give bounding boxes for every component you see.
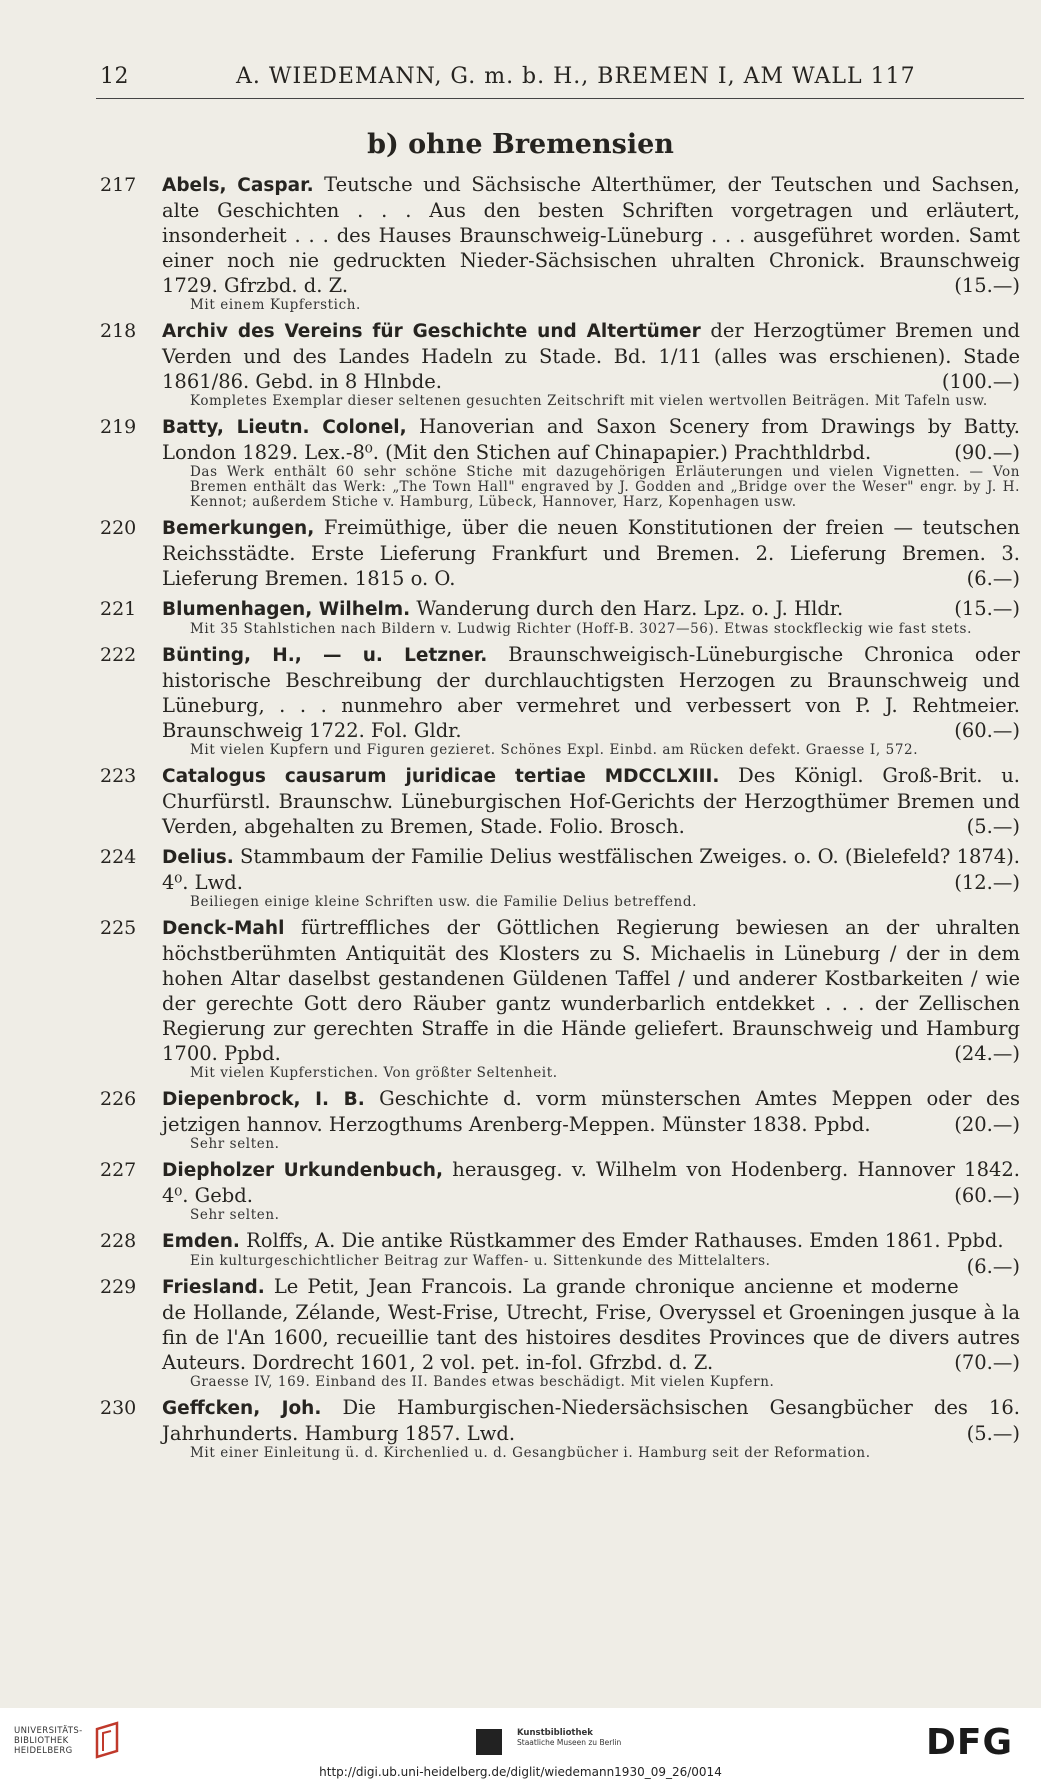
entry-text — [162, 1395, 1020, 1446]
entry-price: (60.—) — [954, 1184, 1020, 1207]
entry-description: Wanderung durch den Harz. Lpz. o. J. Hldr. — [416, 597, 844, 620]
entry-description: Le Petit, Jean Francois. La grande chronique ancienne et moderne de Hollande, Zélande, West-Frise, Utrecht, Frise, Overyssel et Groeningen jusque à la fin de l'An 1600, recueillie tant des histoires desdites Provinces que de divers autres Auteurs. Dordrecht 1601, 2 vol. pet. in-fol. Gfrzbd. d. Z. — [162, 1275, 1020, 1374]
catalog-entry — [100, 1086, 1020, 1152]
entry-note: Sehr selten. — [190, 1136, 280, 1152]
kunstbibliothek-label: Kunstbibliothek Staatliche Museen zu Berlin — [517, 1728, 622, 1747]
entry-description: fürtreffliches der Göttlichen Regierung bewiesen an der uhralten höchstberühmten Antiquität des Klosters zu S. Michaelis in Lüneburg / der in dem hohen Altar daselbst gestandenen Güldenen Taffel / und anderer Kostbarkeiten / wie der gerechte Gott dero Räuber gantz wunderbarlich entdekket . . . der Zellischen Regierung zur gerechten Straffe in die Hände geliefert. Braunschweig und Hamburg 1700. Ppbd. — [162, 916, 1020, 1065]
entry-note: Sehr selten. — [190, 1207, 280, 1223]
page-header — [100, 64, 1024, 90]
entry-description: Die Hamburgischen-Niedersächsischen Gesangbücher des 16. Jahrhunderts. Hamburg 1857. Lwd. — [162, 1396, 1021, 1445]
entry-text — [162, 414, 1020, 465]
entry-text — [162, 1274, 1020, 1375]
entry-number: 223 — [100, 765, 137, 787]
entry-price: (20.—) — [954, 1113, 1020, 1136]
header-rule — [96, 98, 1024, 99]
entry-text — [162, 515, 1020, 591]
entry-title: Bünting, H., — u. Letzner. — [162, 645, 488, 666]
entry-list — [100, 172, 1020, 1466]
catalog-entry — [100, 172, 1020, 313]
entry-price: (12.—) — [954, 871, 1020, 894]
entry-title: Catalogus causarum juridicae tertiae MDCCLXIII. — [162, 766, 720, 787]
entry-note: Mit einem Kupferstich. — [190, 297, 361, 313]
entry-description: Hanoverian and Saxon Scenery from Drawings by Batty. London 1829. Lex.-8⁰. (Mit den Stichen auf Chinapapier.) Prachthldrbd. — [162, 415, 1020, 464]
entry-price: (5.—) — [966, 815, 1020, 838]
entry-note: Das Werk enthält 60 sehr schöne Stiche mit dazugehörigen Erläuterungen und vielen Vignetten. — Von Bremen enthält das Werk: „The Town Hall" engraved by J. Godden and „Bridge over the Weser" engr. by J. H. Kennot; außerdem Stiche v. Hamburg, Lübeck, Hannover, Harz, Kopenhagen usw. — [190, 464, 1020, 510]
entry-title: Emden. — [162, 1231, 240, 1252]
entry-price: (24.—) — [954, 1042, 1020, 1065]
entry-title: Bemerkungen, — [162, 518, 315, 539]
university-logo-icon — [93, 1721, 123, 1759]
entry-price: (6.—) — [966, 1255, 1020, 1278]
entry-description: der Herzogtümer Bremen und Verden und des Landes Hadeln zu Stade. Bd. 1/11 (alles was erschienen). Stade 1861/86. Gebd. in 8 Hlnbde. — [162, 319, 1020, 393]
university-library-label: UNIVERSITÄTS- BIBLIOTHEK HEIDELBERG — [14, 1726, 83, 1756]
catalog-entry — [100, 318, 1020, 409]
footer-bar — [0, 1708, 1041, 1782]
header-title: A. WIEDEMANN, G. m. b. H., BREMEN I, AM WALL 117 — [236, 64, 916, 89]
source-url[interactable]: http://digi.ub.uni-heidelberg.de/diglit/wiedemann1930_09_26/0014 — [319, 1765, 722, 1779]
entry-text — [162, 763, 1020, 839]
entry-title: Friesland. — [162, 1277, 265, 1298]
entry-title: Delius. — [162, 847, 234, 868]
entry-title: Diepenbrock, I. B. — [162, 1089, 365, 1110]
entry-description: herausgeg. v. Wilhelm von Hodenberg. Hannover 1842. 4⁰. Gebd. — [162, 1158, 1020, 1207]
entry-note: Mit 35 Stahlstichen nach Bildern v. Ludwig Richter (Hoff-B. 3027—56). Etwas stockfleckig wie fast stets. — [190, 621, 972, 637]
entry-number: 227 — [100, 1159, 137, 1181]
entry-note: Ein kulturgeschichtlicher Beitrag zur Waffen- u. Sittenkunde des Mittelalters. — [190, 1253, 771, 1269]
entry-title: Abels, Caspar. — [162, 175, 314, 196]
catalog-entry — [100, 596, 1020, 637]
catalog-entry — [100, 1228, 1020, 1278]
catalog-entry — [100, 763, 1020, 844]
catalog-entry — [100, 414, 1020, 510]
entry-description: Braunschweigisch-Lüneburgische Chronica oder historische Beschreibung der durchlauchtigsten Herzogen zu Braunschweig und Lüneburg, . . . nunmehro aber vermehret und verbessert von P. J. Rehtmeier. Braunschweig 1722. Fol. Gldr. — [162, 643, 1020, 742]
entry-title: Geffcken, Joh. — [162, 1398, 322, 1419]
entry-number: 229 — [100, 1276, 137, 1298]
page-number: 12 — [100, 64, 129, 89]
entry-price: (70.—) — [954, 1351, 1020, 1374]
entry-text — [162, 318, 1020, 394]
dfg-logo: DFG — [926, 1722, 1014, 1763]
entry-number: 222 — [100, 644, 137, 666]
entry-text — [162, 642, 1020, 743]
entry-note: Beiliegen einige kleine Schriften usw. die Familie Delius betreffend. — [190, 894, 697, 910]
entry-description: Rolffs, A. Die antike Rüstkammer des Emder Rathauses. Emden 1861. Ppbd. — [246, 1229, 1004, 1252]
entry-text — [162, 1157, 1020, 1208]
entry-note: Kompletes Exemplar dieser seltenen gesuchten Zeitschrift mit vielen wertvollen Beiträgen. Mit Tafeln usw. — [190, 393, 988, 409]
entry-description: Geschichte d. vorm münsterschen Amtes Meppen oder des jetzigen hannov. Herzogthums Arenberg-Meppen. Münster 1838. Ppbd. — [162, 1087, 1020, 1136]
entry-description: Teutsche und Sächsische Alterthümer, der Teutschen und Sachsen, alte Geschichten . . . Aus den besten Schriften vorgetragen und erläutert, insonderheit . . . des Hauses Braunschweig-Lüneburg . . . ausgeführet worden. Samt einer noch nie gedruckten Nieder-Sächsischen uhralten Chronick. Braunschweig 1729. Gfrzbd. d. Z. — [162, 173, 1020, 297]
entry-price: (6.—) — [966, 567, 1020, 590]
entry-description: Stammbaum der Familie Delius westfälischen Zweiges. o. O. (Bielefeld? 1874). 4⁰. Lwd. — [162, 845, 1021, 894]
entry-price: (100.—) — [941, 370, 1020, 393]
entry-text — [162, 915, 1020, 1066]
entry-text — [162, 1086, 1020, 1137]
entry-title: Batty, Lieutn. Colonel, — [162, 417, 407, 438]
entry-number: 224 — [100, 846, 137, 868]
entry-price: (5.—) — [966, 1422, 1020, 1445]
entry-number: 218 — [100, 320, 137, 342]
catalog-entry — [100, 1157, 1020, 1223]
entry-price: (15.—) — [954, 274, 1020, 297]
entry-text — [162, 596, 1020, 622]
catalog-entry — [100, 515, 1020, 596]
entry-note: Graesse IV, 169. Einband des II. Bandes etwas beschädigt. Mit vielen Kupfern. — [190, 1374, 775, 1390]
entry-description: Des Königl. Groß-Brit. u. Churfürstl. Braunschw. Lüneburgischen Hof-Gerichts der Herzogthümer Bremen und Verden, abgehalten zu Bremen, Stade. Folio. Brosch. — [162, 764, 1020, 838]
catalog-entry — [100, 915, 1020, 1081]
catalog-entry — [100, 642, 1020, 758]
entry-note: Mit vielen Kupfern und Figuren gezieret. Schönes Expl. Einbd. am Rücken defekt. Graesse I, 572. — [190, 742, 919, 758]
entry-title: Diepholzer Urkundenbuch, — [162, 1160, 443, 1181]
catalog-entry — [100, 1274, 1020, 1390]
entry-number: 217 — [100, 174, 137, 196]
catalog-entry — [100, 1395, 1020, 1461]
entry-number: 221 — [100, 598, 137, 620]
catalog-entry — [100, 844, 1020, 910]
kunstbibliothek-logo-icon — [476, 1729, 502, 1755]
entry-price: (90.—) — [954, 441, 1020, 464]
entry-number: 225 — [100, 917, 137, 939]
entry-title: Denck-Mahl — [162, 918, 285, 939]
entry-text — [162, 844, 1020, 895]
entry-title: Blumenhagen, Wilhelm. — [162, 599, 411, 620]
entry-description: Freimüthige, über die neuen Konstitutionen der freien — teutschen Reichsstädte. Erste Lieferung Frankfurt und Bremen. 2. Lieferung Bremen. 3. Lieferung Bremen. 1815 o. O. — [162, 516, 1020, 590]
entry-number: 228 — [100, 1230, 137, 1252]
entry-price: (15.—) — [954, 597, 1020, 620]
entry-number: 226 — [100, 1088, 137, 1110]
section-title: b) ohne Bremensien — [367, 129, 674, 160]
entry-note: Mit einer Einleitung ü. d. Kirchenlied u. d. Gesangbücher i. Hamburg seit der Reformation. — [190, 1445, 871, 1461]
entry-text — [162, 172, 1020, 298]
entry-number: 220 — [100, 517, 137, 539]
entry-number: 230 — [100, 1397, 137, 1419]
entry-note: Mit vielen Kupferstichen. Von größter Seltenheit. — [190, 1065, 558, 1081]
entry-title: Archiv des Vereins für Geschichte und Altertümer — [162, 321, 701, 342]
entry-number: 219 — [100, 416, 137, 438]
entry-price: (60.—) — [954, 719, 1020, 742]
